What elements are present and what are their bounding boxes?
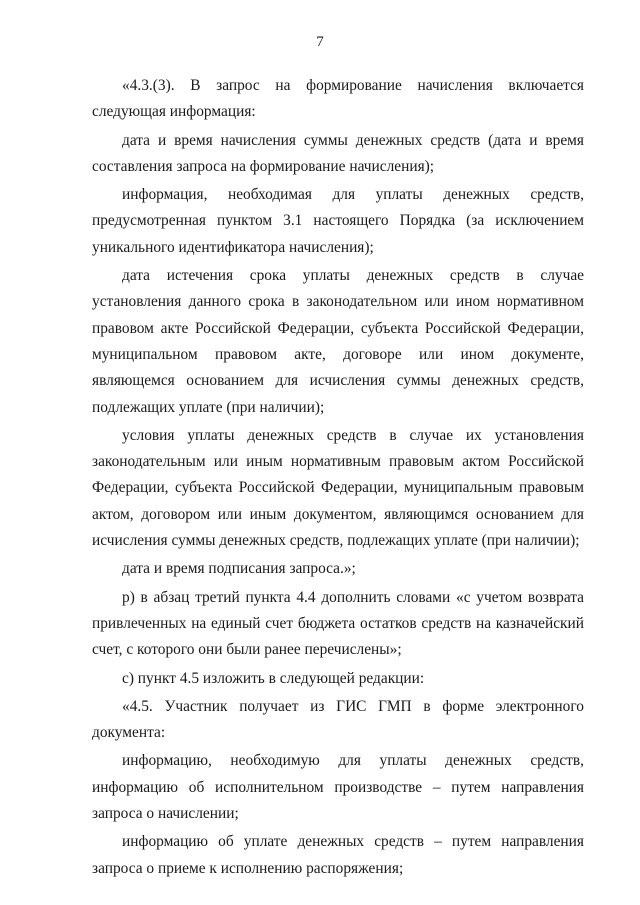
paragraph-payment-deadline: дата истечения срока уплаты денежных средств в случае установления данного срока в законодательном или ином нормативном правовом акте Российской Федерации, субъекта Российской Федерации, муниципальном правовом акте, договоре или ином документе, являющемся основанием для исчисления суммы денежных средств, подлежащих уплате (при наличии); (92, 267, 584, 416)
paragraph-accrual-datetime: дата и время начисления суммы денежных средств (дата и время составления запроса на формирование начисления); (92, 131, 584, 175)
paragraph-clause-4-5: «4.5. Участник получает из ГИС ГМП в форме электронного документа: (92, 697, 584, 742)
paragraph-payment-info: информация, необходимая для уплаты денежных средств, предусмотренная пунктом 3.1 настоящего Порядка (за исключением уникального идентификатора начисления); (92, 186, 584, 256)
page-number: 7 (316, 34, 324, 50)
paragraph-item-s: с) пункт 4.5 изложить в следующей редакции: (122, 669, 425, 687)
paragraph-payment-fact-request: информацию об уплате денежных средств – путем направления запроса о приеме к исполнению распоряжения; (92, 833, 584, 877)
document-body (92, 73, 584, 884)
paragraph-item-r: р) в абзац третий пункта 4.4 дополнить словами «с учетом возврата привлеченных на единый счет бюджета остатков средств на казначейский счет, с которого они были ранее перечислены»; (92, 588, 584, 659)
paragraph-clause-4-3-3: «4.3.(3). В запрос на формирование начисления включается следующая информация: (92, 77, 584, 121)
paragraph-signing-datetime: дата и время подписания запроса.»; (122, 560, 356, 578)
paragraph-payment-info-request: информацию, необходимую для уплаты денежных средств, информацию об исполнительном производстве – путем направления запроса о начислении; (92, 752, 584, 823)
paragraph-payment-conditions: условия уплаты денежных средств в случае их установления законодательным или иным нормативным правовым актом Российской Федерации, субъекта Российской Федерации, муниципальным правовым актом, договором или иным документом, являющимся основанием для исчисления суммы денежных средств, подлежащих уплате (при наличии); (92, 426, 584, 550)
